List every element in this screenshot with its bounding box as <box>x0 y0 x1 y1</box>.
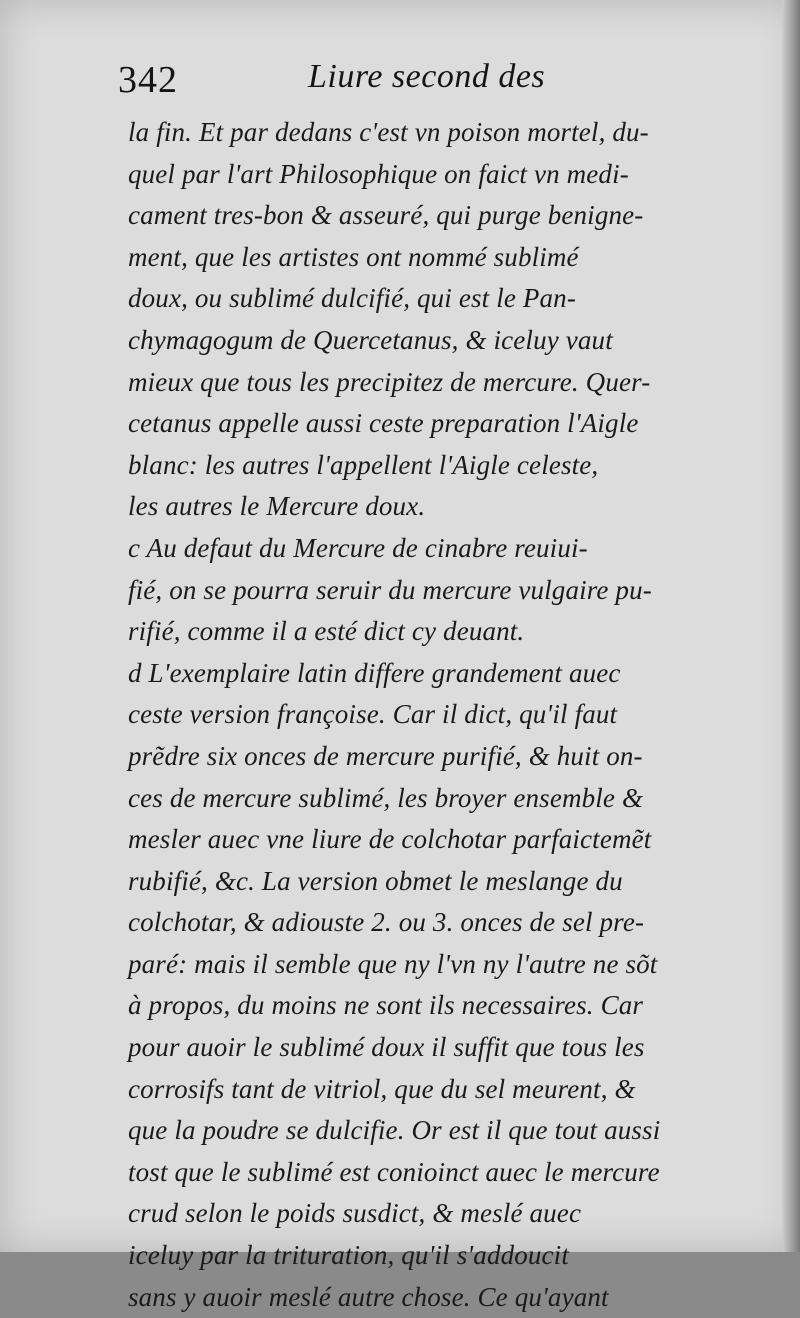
text-line: fié, on se pourra seruir du mercure vulgaire pu- <box>128 574 652 605</box>
text-line: rubifié, &c. La version obmet le meslange du <box>128 865 623 896</box>
page-edge-shadow <box>782 0 800 1252</box>
text-line: quel par l'art Philosophique on faict vn medi- <box>128 158 629 189</box>
text-line: la fin. Et par dedans c'est vn poison mortel, du- <box>128 117 649 147</box>
text-line: cament tres-bon & asseuré, qui purge benigne- <box>128 200 644 231</box>
text-line: ceste version françoise. Car il dict, qu'il faut <box>128 699 618 730</box>
note-c-line: c Au defaut du Mercure de cinabre reuiui- <box>128 532 588 563</box>
note-d-line: d L'exemplaire latin differe grandement auec <box>128 657 621 688</box>
text-line: à propos, du moins ne sont ils necessaires. Car <box>128 990 644 1021</box>
text-line: sans y auoir meslé autre chose. Ce qu'ayant <box>128 1281 609 1312</box>
text-line: que la poudre se dulcifie. Or est il que tout aussi <box>128 1115 661 1146</box>
text-line: corrosifs tant de vitriol, que du sel meurent, & <box>128 1073 636 1104</box>
text-line: rifié, comme il a esté dict cy deuant. <box>128 616 525 647</box>
text-line: prẽdre six onces de mercure purifié, & huit on- <box>128 740 643 771</box>
text-line: chymagogum de Quercetanus, & iceluy vaut <box>128 324 613 355</box>
text-line: ment, que les artistes ont nommé sublimé <box>128 241 579 272</box>
body-text <box>128 112 738 1318</box>
text-line: tost que le sublimé est conioinct auec le mercure <box>128 1156 660 1187</box>
text-line: mesler auec vne liure de colchotar parfaictemẽt <box>128 824 652 855</box>
text-line: cetanus appelle aussi ceste preparation l'Aigle <box>128 408 639 439</box>
text-line: mieux que tous les precipitez de mercure. Quer- <box>128 366 651 397</box>
page-number: 342 <box>118 59 178 101</box>
text-line: crud selon le poids susdict, & meslé auec <box>128 1198 582 1229</box>
text-line: paré: mais il semble que ny l'vn ny l'autre ne sõt <box>128 948 658 979</box>
text-line: doux, ou sublimé dulcifié, qui est le Pan- <box>128 283 576 314</box>
running-head <box>118 58 718 106</box>
text-line: pour auoir le sublimé doux il suffit que tous les <box>128 1032 645 1063</box>
text-line: les autres le Mercure doux. <box>128 491 426 522</box>
text-line: iceluy par la trituration, qu'il s'addoucit <box>128 1240 569 1271</box>
text-line: ces de mercure sublimé, les broyer ensemble & <box>128 782 644 813</box>
text-line: blanc: les autres l'appellent l'Aigle celeste, <box>128 449 599 480</box>
text-line: colchotar, & adiouste 2. ou 3. onces de sel pre- <box>128 907 645 938</box>
running-title: Liure second des <box>308 58 546 95</box>
